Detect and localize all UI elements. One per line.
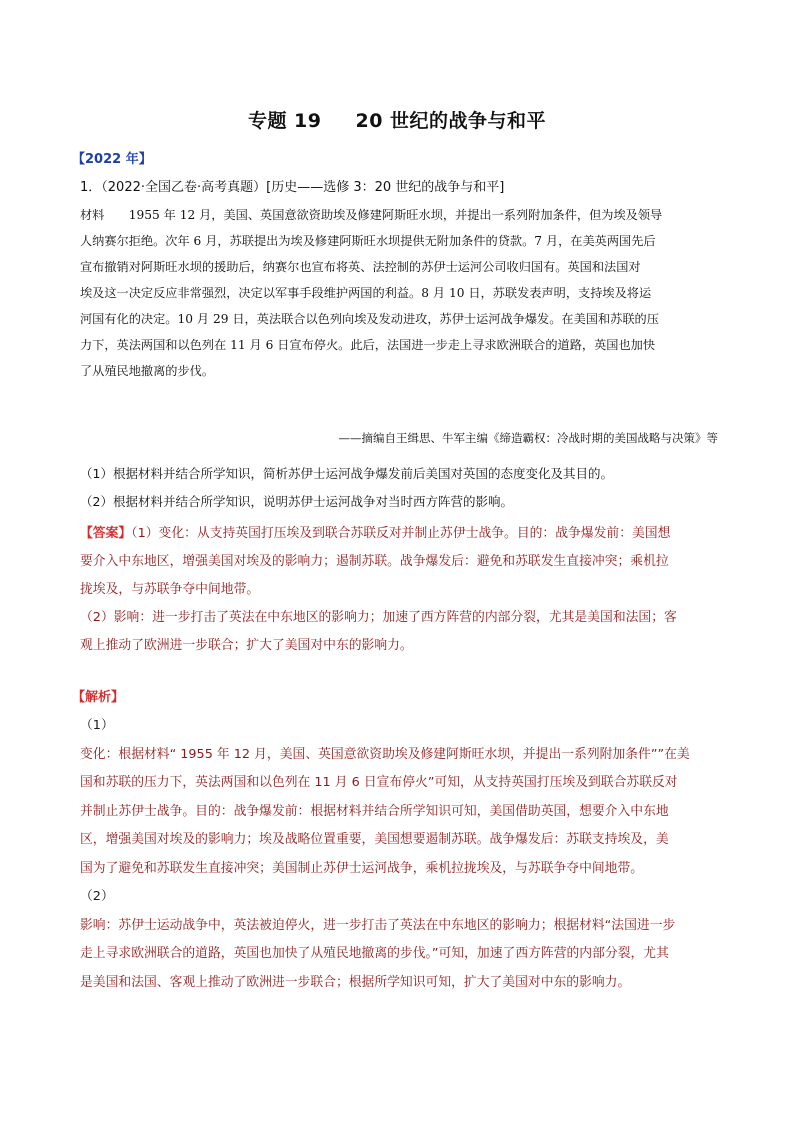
material-source: ——摘编自王缉思、牛军主编《缔造霸权：冷战时期的美国战略与决策》等	[338, 431, 718, 445]
material-line: 力下，英法两国和以色列在 11 月 6 日宣布停火。此后，法国进一步走上寻求欧洲联合的道路，英国也加快	[80, 338, 656, 352]
analysis-line: 区，增强美国对埃及的影响力；埃及战略位置重要，美国想要遏制苏联。战争爆发后：苏联支持埃及，美	[80, 832, 669, 847]
material-line: 了从殖民地撤离的步伐。	[80, 364, 215, 378]
material-line: 河国有化的决定。10 月 29 日，英法联合以色列向埃及发动进攻，苏伊士运河战争爆发。在美国和苏联的压	[80, 312, 659, 326]
analysis-line: 变化：根据材料“ 1955 年 12 月，美国、英国意欲资助埃及修建阿斯旺水坝，并提出一系列附加条件””在美	[80, 746, 690, 762]
sub-question-2: （2）根据材料并结合所学知识，说明苏伊士运河战争对当时西方阵营的影响。	[80, 494, 513, 509]
material-line: 宣布撤销对阿斯旺水坝的援助后，纳赛尔也宣布将英、法控制的苏伊士运河公司收归国有。英国和法国对	[80, 260, 641, 274]
material-line: 埃及这一决定反应非常强烈，决定以军事手段维护两国的利益。8 月 10 日，苏联发表声明，支持埃及将运	[80, 286, 652, 300]
material-line: 人纳赛尔拒绝。次年 6 月，苏联提出为埃及修建阿斯旺水坝提供无附加条件的贷款。7 月，在美英两国先后	[80, 234, 656, 248]
analysis-line: 国和苏联的压力下，英法两国和以色列在 11 月 6 日宣布停火”可知，从支持英国打压埃及到联合苏联反对	[80, 775, 678, 790]
title-prefix: 专题 19	[247, 110, 322, 132]
year-tag: 【2022 年】	[72, 152, 152, 167]
material-line: 材料 1955 年 12 月，美国、英国意欲资助埃及修建阿斯旺水坝，并提出一系列附加条件，但为埃及领导	[80, 208, 663, 222]
answer-line: 观上推动了欧洲进一步联合；扩大了美国对中东的影响力。	[80, 638, 413, 653]
title-main: 20 世纪的战争与和平	[355, 110, 547, 132]
page-title	[0, 106, 794, 133]
analysis-line: 走上寻求欧洲联合的道路，英国也加快了从殖民地撤离的步伐。”可知，加速了西方阵营的内部分裂，尤其	[80, 946, 669, 961]
analysis-block	[80, 712, 720, 997]
analysis-tag: 【解析】	[72, 690, 125, 705]
analysis-part-1-label: （1）	[80, 718, 114, 733]
answer-line: 要介入中东地区，增强美国对埃及的影响力；遏制苏联。战争爆发后：避免和苏联发生直接冲突；乘机拉	[80, 554, 669, 569]
answer-line-1	[80, 520, 720, 548]
analysis-part-2-label: （2）	[80, 889, 114, 904]
answer-tag: 【答案】	[80, 526, 132, 541]
sub-question-1: （1）根据材料并结合所学知识，简析苏伊士运河战争爆发前后美国对英国的态度变化及其目的。	[80, 466, 613, 481]
analysis-line: 国为了避免和苏联发生直接冲突；美国制止苏伊士运河战争，乘机拉拢埃及，与苏联争夺中间地带。	[80, 860, 644, 876]
answer-block	[80, 520, 720, 660]
material-text	[80, 202, 720, 384]
analysis-line: 影响：苏伊士运动战争中，英法被迫停火，进一步打击了英法在中东地区的影响力；根据材料“法国进一步	[80, 917, 676, 933]
analysis-line: 并制止苏伊士战争。目的：战争爆发前：根据材料并结合所学知识可知，美国借助英国，想要介入中东地	[80, 803, 669, 819]
question-head: 1．（2022·全国乙卷·高考真题）[历史——选修 3：20 世纪的战争与和平]	[80, 180, 505, 195]
answer-text: （1）变化：从支持英国打压埃及到联合苏联反对并制止苏伊士战争。目的：战争爆发前：美国想	[131, 526, 671, 541]
analysis-line: 是美国和法国、客观上推动了欧洲进一步联合；根据所学知识可知，扩大了美国对中东的影响力。	[80, 974, 631, 990]
answer-line: 拢埃及，与苏联争夺中间地带。	[80, 582, 260, 597]
answer-line: （2）影响：进一步打击了英法在中东地区的影响力；加速了西方阵营的内部分裂，尤其是美国和法国；客	[80, 610, 677, 625]
